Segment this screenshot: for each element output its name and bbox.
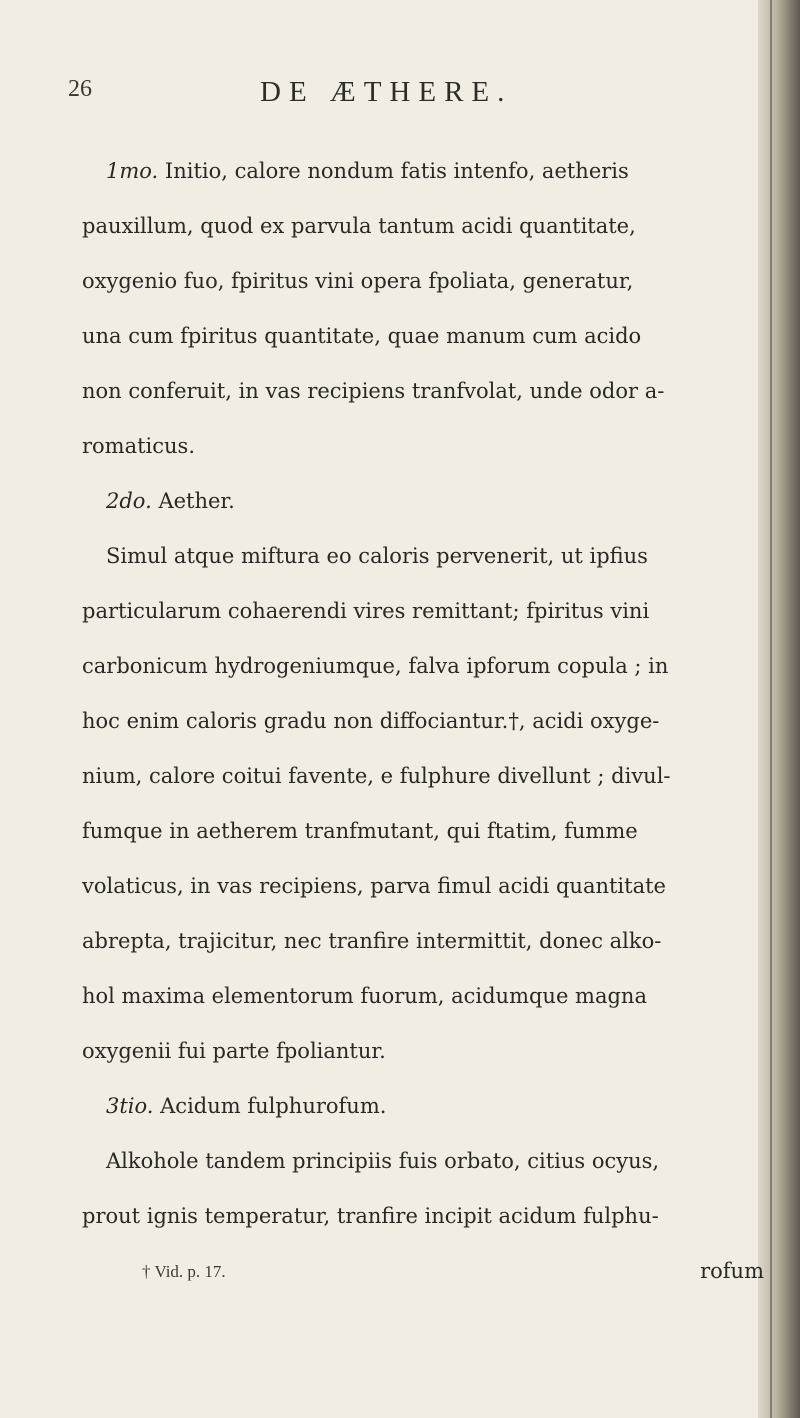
section-title: Aether.: [151, 489, 235, 513]
text-line: hoc enim caloris gradu non diffociantur.†, acidi oxyge-: [82, 709, 660, 733]
section-ordinal: 2do.: [106, 489, 152, 513]
text-line: nium, calore coitui favente, e fulphure divellunt ; divul-: [82, 764, 671, 788]
section-title: Acidum fulphurofum.: [153, 1094, 387, 1118]
text-line: romaticus.: [82, 434, 196, 458]
text-line: hol maxima elementorum fuorum, acidumque magna: [82, 984, 647, 1008]
text-line: oxygenii fui parte fpoliantur.: [82, 1039, 386, 1063]
section-heading: [82, 474, 772, 529]
catchword: rofum: [700, 1259, 764, 1283]
text-line: oxygenio fuo, fpiritus vini opera fpoliata, generatur,: [82, 269, 634, 293]
text-line: volaticus, in vas recipiens, parva fimul acidi quantitate: [82, 874, 666, 898]
text-line: carbonicum hydrogeniumque, falva ipforum copula ; in: [82, 654, 669, 678]
text-line: [82, 144, 772, 199]
text-line: una cum fpiritus quantitate, quae manum cum acido: [82, 324, 642, 348]
body-text: [82, 144, 772, 1299]
section-ordinal: 3tio.: [106, 1094, 154, 1118]
text-line: Alkohole tandem principiis fuis orbato, citius ocyus,: [106, 1149, 660, 1173]
section-heading: [82, 1079, 772, 1134]
text-line: particularum cohaerendi vires remittant; fpiritus vini: [82, 599, 650, 623]
text-line: abrepta, trajicitur, nec tranfire intermittit, donec alko-: [82, 929, 662, 953]
section-ordinal: 1mo.: [106, 159, 159, 183]
footnote: † Vid. p. 17.: [142, 1262, 226, 1281]
page-number: 26: [68, 76, 92, 102]
text-line: non conferuit, in vas recipiens tranfvolat, unde odor a-: [82, 379, 665, 403]
text-line: prout ignis temperatur, tranfire incipit acidum fulphu-: [82, 1204, 659, 1228]
page-header: [0, 76, 800, 116]
text-line: fumque in aetherem tranfmutant, qui ftatim, fumme: [82, 819, 638, 843]
line-text: Initio, calore nondum fatis intenfo, aetheris: [158, 159, 629, 183]
text-line: Simul atque miftura eo caloris pervenerit, ut ipfius: [106, 544, 648, 568]
running-title: DE ÆTHERE.: [260, 76, 513, 108]
text-line: pauxillum, quod ex parvula tantum acidi quantitate,: [82, 214, 636, 238]
